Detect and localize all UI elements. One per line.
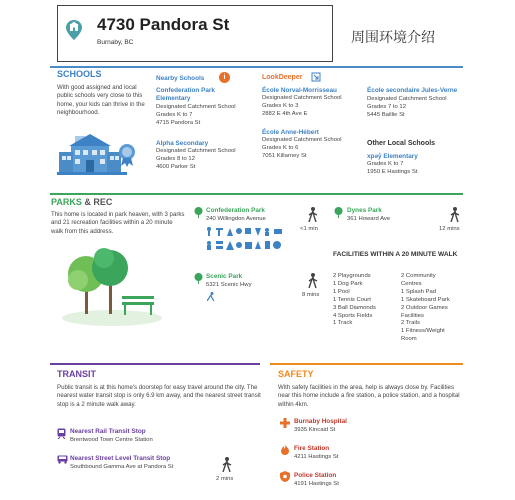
city-label: Burnaby, BC [97,39,134,46]
safety-address: 4191 Hastings St [294,481,339,487]
school-type: Designated Catchment School [156,104,236,110]
school-address: 1950 E Hastings St [367,168,418,175]
school-grades: Grades K to 7 [367,161,404,167]
safety-description: With safety facilities in the area, help is always close by. Facilities near this home include a fire station, a police station, and a hospital within 4km. [278,384,460,408]
bus-icon [57,455,68,464]
facility-item: 2 Outdoor Games Facilities [401,304,448,319]
walk-time: 8 mins [302,292,320,298]
school-item[interactable] [262,129,342,161]
school-grades: Grades 8 to 12 [156,155,195,162]
parks-divider [50,193,463,195]
street-stop-label: Nearest Street Level Transit Stop [70,455,171,462]
park-address: 240 Willingdon Avenue [206,216,266,222]
safety-address: 4211 Hastings St [294,454,339,460]
school-name: xpəy̓ Elementary [367,153,418,160]
school-name: École secondaire Jules-Verne [367,87,458,94]
schools-divider [50,66,463,68]
school-item[interactable] [367,87,459,120]
park-name[interactable]: Dynes Park [347,207,382,214]
facilities-title: FACILITIES WITHIN A 20 MINUTE WALK [333,251,458,258]
transit-description: Public transit is at this home's doorstep for easy travel around the city. The nearest water transit stop is only 6.9 km away, and the nearest street transit stop is a 2 minute walk away. [57,384,261,408]
school-address: 2882 E 4th Ave E [262,110,308,117]
walking-icon [308,207,318,222]
school-item[interactable] [367,153,418,177]
fire-icon [280,444,290,455]
street-stop-value[interactable]: Southbound Gamma Ave at Pandora St [70,464,174,470]
train-icon [57,428,66,439]
facility-item: 1 Track [333,320,353,327]
school-grades: Grades K to 3 [262,102,299,109]
school-item[interactable] [262,87,342,119]
walking-icon [308,273,318,288]
school-address: 5445 Baillie St [367,111,405,118]
police-shield-icon [280,471,290,482]
parks-title-a: PARKS [51,197,82,207]
safety-title: SAFETY [278,369,314,379]
school-grades: Grades K to 6 [262,144,299,151]
safety-divider [270,363,463,365]
other-schools-label: Other Local Schools [367,140,436,147]
facility-item: 1 Fitness/Weight Room [401,328,445,343]
safety-name[interactable]: Burnaby Hospital [294,418,347,425]
running-icon [207,292,215,301]
facility-item: 1 Skateboard Park [401,296,450,303]
school-grades: Grades 7 to 12 [367,103,406,110]
school-building-icon [57,128,142,180]
tree-icon [194,273,203,284]
walking-icon [450,207,460,222]
facility-item: 2 Trails [401,320,420,327]
hospital-cross-icon [280,418,290,428]
school-type: Designated Catchment School [367,96,447,102]
facilities-list-right [401,273,469,344]
transit-divider [50,363,260,365]
school-type: Designated Catchment School [262,95,342,101]
brand-label: LookDeeper [262,74,303,81]
safety-name[interactable]: Police Station [294,472,337,479]
facilities-list-left [333,273,398,328]
park-name[interactable]: Scenic Park [206,273,243,280]
recreation-icons [206,226,284,252]
facility-item: 1 Tennis Court [333,296,371,303]
tree-icon [334,207,343,218]
facility-item: 2 Playgrounds [333,273,371,279]
info-badge[interactable]: i [219,72,230,83]
parks-title [51,197,112,207]
school-name: Alpha Secondary [156,140,209,147]
park-address: 361 Howard Ave [347,216,391,222]
school-name: École Anne-Hébert [262,129,319,136]
school-type: Designated Catchment School [156,148,236,154]
page-title-cn: 周围环境介绍 [351,30,435,46]
nearby-schools-label: Nearby Schools [156,75,205,82]
walk-time: 2 mins [216,476,234,482]
street-address: 4730 Pandora St [97,15,230,34]
transit-title: TRANSIT [57,369,96,379]
safety-name[interactable]: Fire Station [294,445,330,452]
tree-icon [194,207,203,218]
school-item[interactable] [156,140,236,172]
school-type: Designated Catchment School [262,137,342,143]
brand-logo-icon [311,72,321,82]
park-name[interactable]: Confederation Park [206,207,265,214]
school-grades: Grades K to 7 [156,111,193,118]
park-address: 5321 Scenic Hwy [206,282,252,288]
school-address: 4600 Parker St [156,163,196,170]
parks-title-b: & REC [84,197,113,207]
facility-item: 1 Pool [333,288,350,295]
school-name: École Norval-Morrisseau [262,87,337,94]
school-item[interactable] [156,87,251,128]
parks-description: This home is located in park heaven, with 3 parks and 21 recreation facilities within a 20 minute walk from this address. [51,211,185,235]
walking-icon [222,457,232,472]
location-pin-icon [66,20,82,40]
schools-title: SCHOOLS [57,69,102,79]
school-name: Confederation Park Elementary [156,87,215,102]
schools-description: With good assigned and local public schools very close to this home, your kids can thrive in the neighbourhood. [57,84,145,117]
park-trees-icon [62,246,162,326]
rail-stop-value[interactable]: Brentwood Town Centre Station [70,437,153,443]
facility-item: 2 Community Centres [401,273,436,287]
walk-time: <1 min [300,226,318,232]
walk-time: 12 mins [439,226,460,232]
rail-stop-label: Nearest Rail Transit Stop [70,428,146,435]
facility-item: 1 Splash Pad [401,288,437,295]
facility-item: 1 Dog Park [333,280,363,287]
facility-item: 3 Ball Diamonds [333,304,376,311]
school-address: 4715 Pandora St [156,119,201,126]
safety-address: 3935 Kincaid St [294,427,336,433]
facility-item: 4 Sports Fields [333,312,373,319]
school-address: 7051 Killarney St [262,152,307,159]
